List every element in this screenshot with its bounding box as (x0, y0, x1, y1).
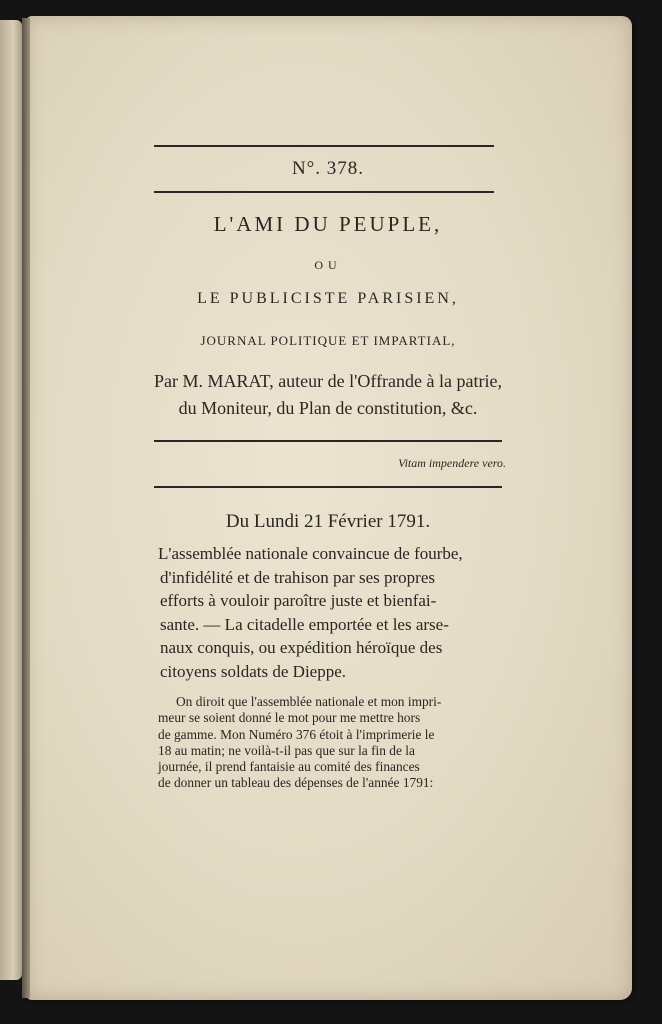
top-rule (154, 145, 494, 147)
summary-line: efforts à vouloir paroître juste et bienfai- (160, 591, 437, 610)
summary-line: d'infidélité et de trahison par ses propres (160, 567, 435, 587)
number-rule (154, 191, 494, 193)
article-body (158, 694, 510, 792)
author-line-2: du Moniteur, du Plan de constitution, &c. (178, 398, 478, 418)
masthead-title: L'AMI DU PEUPLE, (213, 212, 443, 236)
masthead-ou: OU (314, 258, 342, 272)
author-block (140, 368, 516, 422)
issue-summary (158, 542, 508, 683)
summary-line: naux conquis, ou expédition héroïque des (160, 638, 443, 657)
author-line-1: Par M. MARAT, auteur de l'Offrande à la patrie, (154, 371, 502, 391)
summary-line: L'assemblée nationale convaincue de fourbe, (158, 544, 463, 563)
body-line: journée, il prend fantaisie au comité des finances (158, 759, 420, 775)
body-line: On diroit que l'assemblée nationale et mon impri- (176, 694, 442, 709)
journal-description: JOURNAL POLITIQUE ET IMPARTIAL, (200, 333, 456, 348)
body-line: de donner un tableau des dépenses de l'année 1791: (158, 775, 434, 791)
body-line: meur se soient donné le mot pour me mettre hors (158, 710, 421, 726)
body-line: 18 au matin; ne voilà-t-il pas que sur la fin de la (158, 742, 415, 758)
issue-number: N°. 378. (291, 158, 365, 179)
summary-line: sante. — La citadelle emportée et les arse- (160, 614, 449, 634)
motto: Vitam impendere vero. (398, 456, 506, 470)
binding-gutter (22, 18, 30, 998)
issue-date: Du Lundi 21 Février 1791. (225, 511, 431, 532)
masthead-subtitle: LE PUBLICISTE PARISIEN, (197, 290, 459, 307)
body-line: de gamme. Mon Numéro 376 étoit à l'imprimerie le (158, 726, 435, 742)
facing-page-edge (0, 20, 22, 980)
summary-line: citoyens soldats de Dieppe. (160, 661, 347, 681)
motto-bottom-rule (154, 486, 502, 488)
motto-top-rule (154, 440, 502, 442)
